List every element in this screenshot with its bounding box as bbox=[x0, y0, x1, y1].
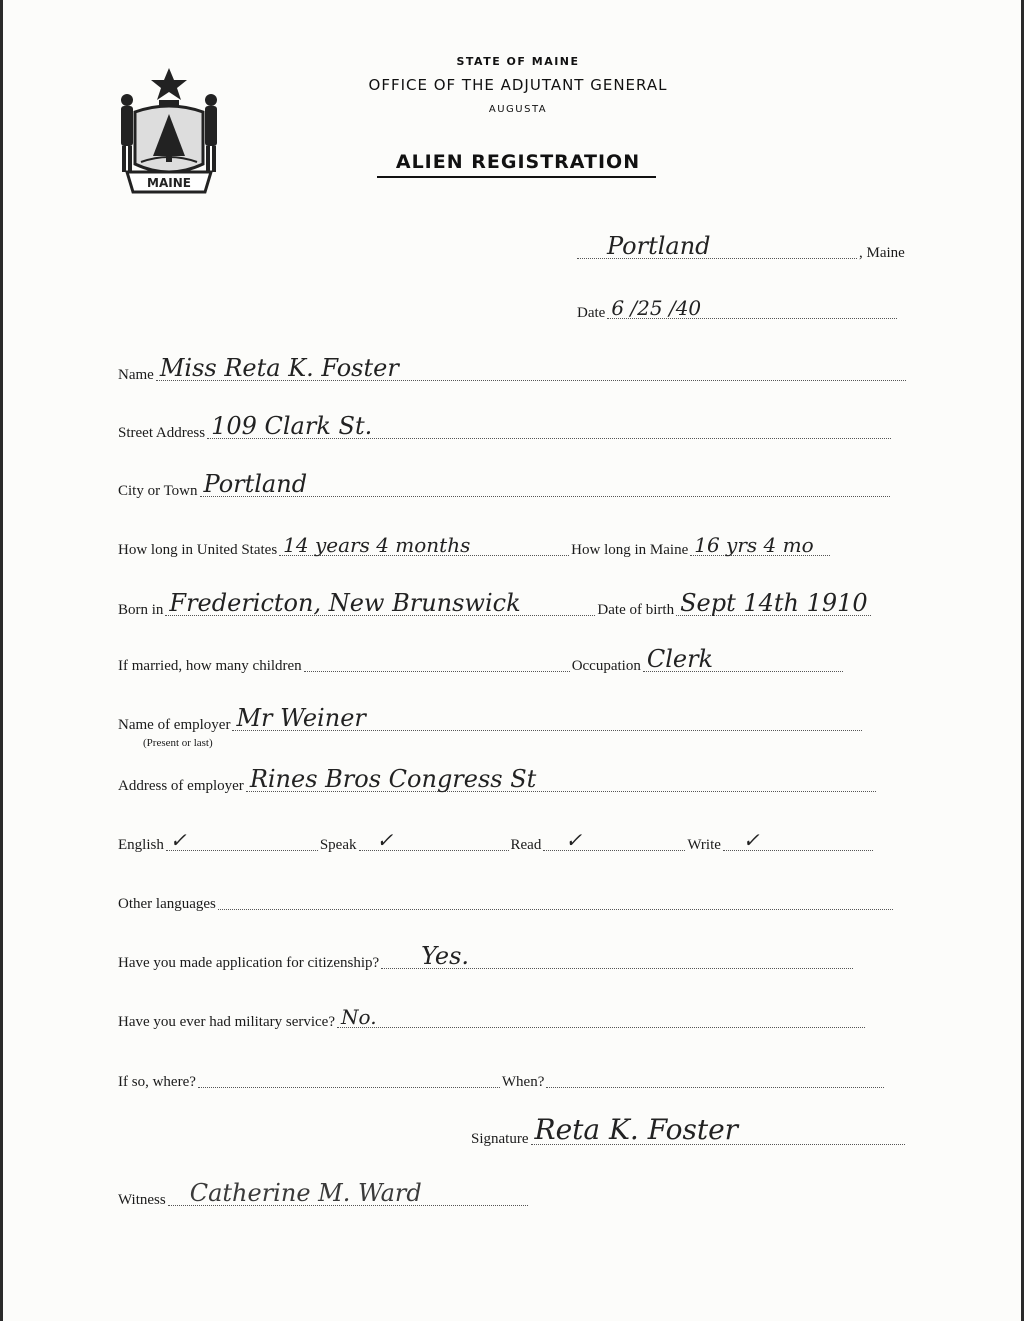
children-field[interactable] bbox=[304, 653, 570, 672]
how-long-us-value: 14 years 4 months bbox=[283, 533, 471, 557]
where-field[interactable] bbox=[198, 1069, 500, 1088]
how-long-us-label: How long in United States bbox=[118, 542, 278, 558]
location-row bbox=[575, 232, 905, 262]
date-field[interactable] bbox=[607, 296, 897, 320]
born-in-field[interactable] bbox=[165, 589, 595, 617]
military-row bbox=[118, 1005, 867, 1031]
speak-label: Speak bbox=[319, 837, 357, 853]
name-value: Miss Reta K. Foster bbox=[159, 354, 399, 382]
dob-field[interactable] bbox=[676, 589, 871, 617]
write-field[interactable] bbox=[723, 828, 873, 852]
english-value: ✓ bbox=[169, 828, 187, 852]
city-field[interactable] bbox=[200, 470, 890, 498]
witness-field[interactable] bbox=[168, 1179, 528, 1207]
military-value: No. bbox=[341, 1005, 377, 1029]
how-long-maine-field[interactable] bbox=[690, 533, 830, 557]
city-label: City or Town bbox=[118, 483, 198, 499]
seal-motto: MAINE bbox=[147, 176, 191, 190]
military-label: Have you ever had military service? bbox=[118, 1014, 335, 1030]
citizenship-row bbox=[118, 942, 855, 972]
office-heading: OFFICE OF THE ADJUTANT GENERAL bbox=[368, 76, 668, 94]
military-field[interactable] bbox=[337, 1005, 865, 1029]
signature-field[interactable] bbox=[531, 1113, 905, 1146]
maine-seal-icon bbox=[113, 64, 225, 196]
write-label: Write bbox=[687, 837, 721, 853]
residence-duration-row bbox=[118, 533, 832, 559]
location-field[interactable] bbox=[577, 232, 857, 260]
occupation-value: Clerk bbox=[646, 645, 714, 673]
title-underline bbox=[377, 176, 656, 178]
employer-field[interactable] bbox=[232, 704, 862, 732]
form-title: ALIEN REGISTRATION bbox=[395, 151, 641, 173]
language-row bbox=[118, 828, 875, 854]
birth-row bbox=[118, 589, 873, 619]
state-heading: STATE OF MAINE bbox=[456, 55, 580, 68]
read-field[interactable] bbox=[543, 828, 685, 852]
city-heading: AUGUSTA bbox=[488, 104, 548, 115]
occupation-label: Occupation bbox=[571, 658, 641, 674]
date-row bbox=[577, 296, 899, 322]
english-label: English bbox=[118, 837, 164, 853]
dob-value: Sept 14th 1910 bbox=[680, 589, 868, 617]
citizenship-field[interactable] bbox=[381, 942, 853, 970]
english-field[interactable] bbox=[166, 828, 318, 852]
children-occupation-row bbox=[118, 645, 845, 675]
date-value: 6 /25 /40 bbox=[611, 296, 702, 320]
city-row bbox=[118, 470, 892, 500]
read-value: ✓ bbox=[565, 828, 583, 852]
born-in-label: Born in bbox=[118, 602, 164, 618]
born-in-value: Fredericton, New Brunswick bbox=[169, 589, 521, 617]
dob-label: Date of birth bbox=[597, 602, 675, 618]
employer-address-row bbox=[118, 765, 878, 795]
other-languages-field[interactable] bbox=[218, 891, 893, 910]
where-when-row bbox=[118, 1069, 886, 1091]
employer-address-label: Address of employer bbox=[118, 778, 244, 794]
how-long-us-field[interactable] bbox=[279, 533, 569, 557]
witness-row bbox=[118, 1179, 530, 1209]
witness-label: Witness bbox=[118, 1192, 166, 1208]
citizenship-value: Yes. bbox=[421, 942, 470, 970]
street-row bbox=[118, 412, 893, 442]
signature-row bbox=[471, 1113, 907, 1148]
name-row bbox=[118, 354, 908, 384]
children-label: If married, how many children bbox=[118, 658, 302, 674]
date-label: Date bbox=[577, 305, 606, 321]
speak-value: ✓ bbox=[376, 828, 394, 852]
location-suffix: , Maine bbox=[859, 245, 905, 261]
employer-row bbox=[118, 704, 864, 734]
speak-field[interactable] bbox=[359, 828, 509, 852]
employer-address-value: Rines Bros Congress St bbox=[249, 765, 537, 793]
where-label: If so, where? bbox=[118, 1074, 196, 1090]
city-value: Portland bbox=[203, 470, 308, 498]
how-long-maine-value: 16 yrs 4 mo bbox=[694, 533, 814, 557]
location-value: Portland bbox=[607, 232, 711, 260]
name-field[interactable] bbox=[156, 354, 906, 382]
signature-value: Reta K. Foster bbox=[534, 1113, 739, 1146]
witness-value: Catherine M. Ward bbox=[189, 1179, 422, 1207]
occupation-field[interactable] bbox=[643, 645, 843, 673]
street-label: Street Address bbox=[118, 425, 206, 441]
signature-label: Signature bbox=[471, 1131, 529, 1147]
when-label: When? bbox=[501, 1074, 545, 1090]
employer-value: Mr Weiner bbox=[236, 704, 366, 732]
street-field[interactable] bbox=[207, 412, 891, 440]
employer-sublabel: (Present or last) bbox=[143, 737, 213, 749]
how-long-maine-label: How long in Maine bbox=[571, 542, 689, 558]
street-value: 109 Clark St. bbox=[211, 412, 373, 440]
other-languages-row bbox=[118, 891, 895, 913]
when-field[interactable] bbox=[546, 1069, 884, 1088]
employer-label: Name of employer bbox=[118, 717, 231, 733]
read-label: Read bbox=[510, 837, 542, 853]
write-value: ✓ bbox=[742, 828, 760, 852]
name-label: Name bbox=[118, 367, 154, 383]
employer-address-field[interactable] bbox=[246, 765, 876, 793]
other-languages-label: Other languages bbox=[118, 896, 216, 912]
citizenship-label: Have you made application for citizenship? bbox=[118, 955, 380, 971]
